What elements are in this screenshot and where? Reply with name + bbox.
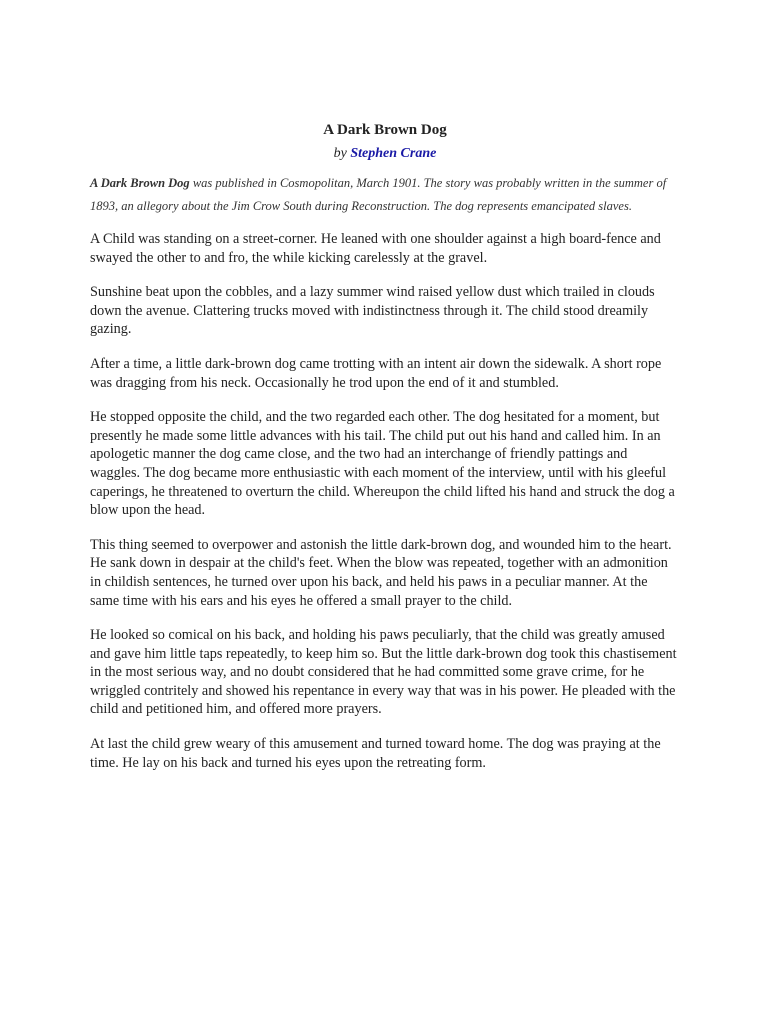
author-link[interactable]: Stephen Crane	[350, 146, 437, 161]
intro-text: was published in Cosmopolitan, March 1901. The story was probably written in the summer of 1893, an allegory about the Jim Crow South during Reconstruction. The dog represents emancipated slaves.	[90, 176, 667, 213]
byline-prefix: by	[333, 146, 351, 161]
document-content	[90, 120, 680, 788]
intro-note	[90, 172, 680, 218]
page-title: A Dark Brown Dog	[323, 122, 447, 138]
paragraph-6: He looked so comical on his back, and holding his paws peculiarly, that the child was greatly amused and gave him little taps repeatedly, to keep him so. But the little dark-brown dog took this chastisement in the most serious way, and no doubt considered that he had committed some grave crime, for he wriggled contritely and showed his repentance in every way that was in his power. He pleaded with the child and petitioned him, and offered more prayers.	[90, 627, 677, 718]
paragraph-5: This thing seemed to overpower and astonish the little dark-brown dog, and wounded him to the heart. He sank down in despair at the child's feet. When the blow was repeated, together with an admonition in childish sentences, he turned over upon his back, and held his paws in a peculiar manner. At the same time with his ears and his eyes he offered a small prayer to the child.	[90, 536, 672, 609]
paragraph-2: Sunshine beat upon the cobbles, and a lazy summer wind raised yellow dust which trailed in clouds down the avenue. Clattering trucks moved with indistinctness through it. The child stood dreamily gazing.	[90, 284, 655, 338]
byline	[90, 144, 680, 164]
paragraph-4: He stopped opposite the child, and the two regarded each other. The dog hesitated for a moment, but presently he made some little advances with his tail. The child put out his hand and called him. In an apologetic manner the dog came close, and the two had an interchange of friendly pattings and waggles. The dog became more enthusiastic with each moment of the interview, until with his gleeful caperings, he threatened to overturn the child. Whereupon the child lifted his hand and struck the dog a blow upon the head.	[90, 409, 675, 519]
intro-title: A Dark Brown Dog	[90, 176, 190, 190]
paragraph-3: After a time, a little dark-brown dog came trotting with an intent air down the sidewalk. A short rope was dragging from his neck. Occasionally he trod upon the end of it and stumbled.	[90, 355, 662, 391]
paragraph-7: At last the child grew weary of this amusement and turned toward home. The dog was praying at the time. He lay on his back and turned his eyes upon the retreating form.	[90, 736, 661, 771]
paragraph-1: A Child was standing on a street-corner. He leaned with one shoulder against a high board-fence and swayed the other to and fro, the while kicking carelessly at the gravel.	[90, 231, 661, 266]
